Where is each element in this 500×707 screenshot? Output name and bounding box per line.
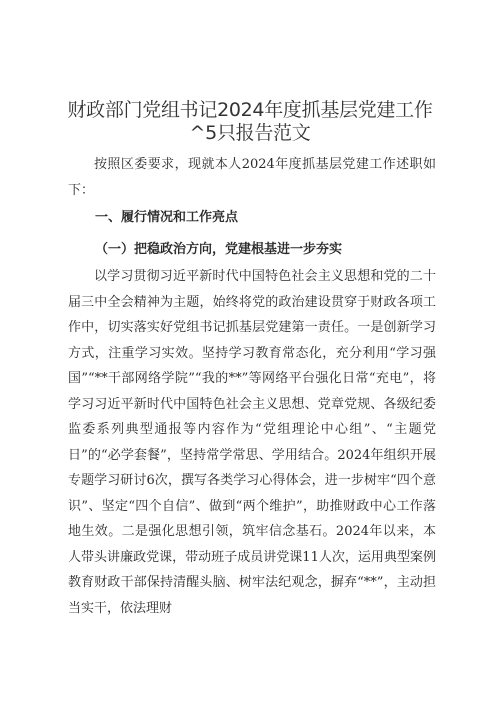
document-title-line-2: ^5只报告范文: [189, 122, 311, 144]
intro-paragraph: 按照区委要求，现就本人2024年度抓基层党建工作述职如下：: [68, 157, 436, 198]
section-heading: 一、履行情况和工作亮点: [95, 210, 239, 225]
document-title-line-1: 财政部门党组书记2024年度抓基层党建工作: [67, 99, 433, 121]
subsection-heading: （一）把稳政治方向，党建根基进一步夯实: [95, 242, 343, 257]
body-paragraph: 以学习贯彻习近平新时代中国特色社会主义思想和党的二十届三中全会精神为主题，始终将党的政治建设贯穿于财政各项工作中，切实落实好党组书记抓基层党建第一责任。一是创新学习方式，注重学习实效。坚持学习教育常态化，充分利用“学习强国”“**干部网络学院”“我的**”等网络平台强化日常“充电”，将学习习近平新时代中国特色社会主义思想、党章党规、各级纪委监委系列典型通报等内容作为“党组理论中心组”、“主题党日”的“必学套餐”，坚持常学常思、学用结合。2024年组织开展专题学习研讨6次，撰写各类学习心得体会，进一步树牢“四个意识”、坚定“四个自信”、做到“两个维护”，助推财政中心工作落地生效。二是强化思想引领，筑牢信念基石。2024年以来，本人带头讲廉政党课，带动班子成员讲党课11人次，运用典型案例教育财政干部保持清醒头脑、树牢法纪观念，摒弃“**”，主动担当实干，依法理财: [68, 269, 436, 616]
